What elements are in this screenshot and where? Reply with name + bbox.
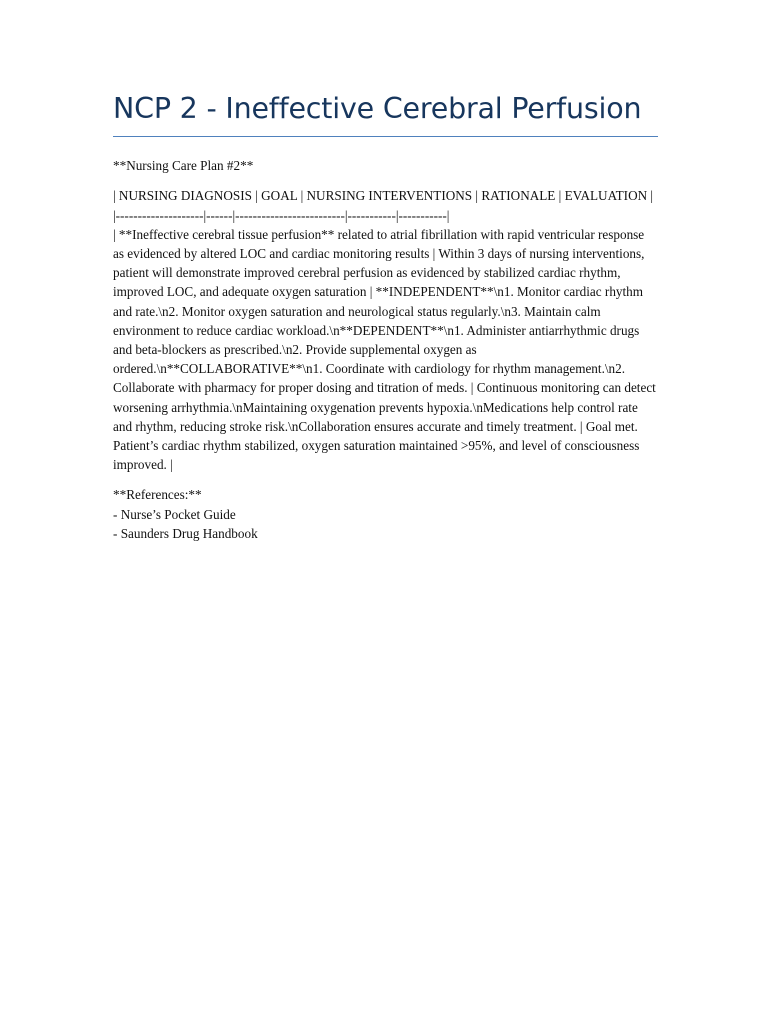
document-title: NCP 2 - Ineffective Cerebral Perfusion: [113, 92, 658, 137]
references-section: [113, 485, 658, 543]
table-row-text: | **Ineffective cerebral tissue perfusion** related to atrial fibrillation with rapid ventricular response as evidenced by altered LOC and cardiac monitoring results | Within 3 days of nursing interventions, patient will demonstrate improved cerebral perfusion as evidenced by stabilized cardiac rhythm, improved LOC, and adequate oxygen saturation | **INDEPENDENT**\n1. Monitor cardiac rhythm and rate.\n2. Monitor oxygen saturation and neurological status regularly.\n3. Maintain calm environment to reduce cardiac workload.\n**DEPENDENT**\n1. Administer antiarrhythmic drugs and beta-blockers as prescribed.\n2. Provide supplemental oxygen as ordered.\n**COLLABORATIVE**\n1. Coordinate with cardiology for rhythm management.\n2. Collaborate with pharmacy for proper dosing and titration of meds. | Continuous monitoring can detect worsening arrhythmia.\nMaintaining oxygenation prevents hypoxia.\nMedications help control rate and rhythm, reducing stroke risk.\nCollaboration ensures accurate and timely treatment. | Goal met. Patient’s cardiac rhythm stabilized, oxygen saturation maintained >95%, and level of consciousness improved. |: [113, 226, 656, 473]
care-plan-subtitle: **Nursing Care Plan #2**: [113, 158, 254, 174]
care-plan-table-text: [113, 186, 658, 474]
document-body: [113, 156, 658, 543]
reference-item: - Saunders Drug Handbook: [113, 525, 258, 541]
references-heading: **References:**: [113, 487, 202, 503]
document-page: [113, 92, 658, 543]
table-separator-line: |--------------------|------|-------------------------|-----------|-----------|: [113, 207, 450, 223]
reference-item: - Nurse’s Pocket Guide: [113, 506, 236, 522]
table-header-line: | NURSING DIAGNOSIS | GOAL | NURSING INTERVENTIONS | RATIONALE | EVALUATION |: [113, 188, 654, 204]
